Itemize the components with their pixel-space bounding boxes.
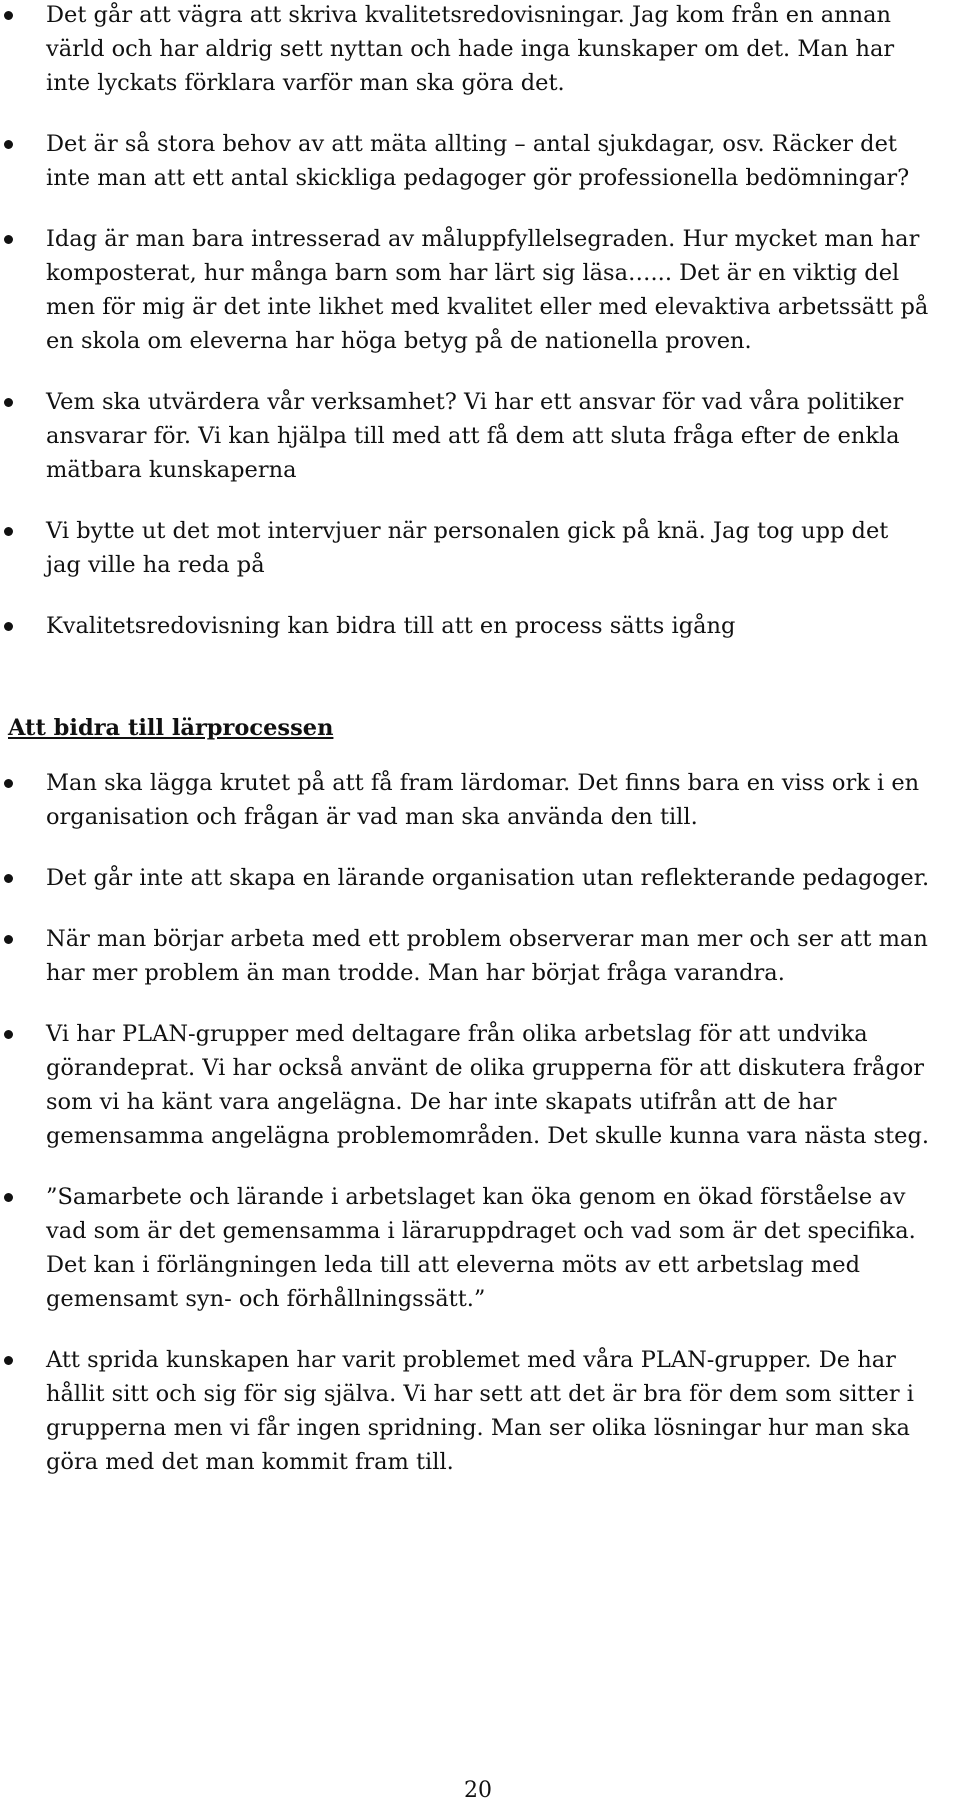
page-number: 20 [464, 1778, 492, 1803]
section-heading: Att bidra till lärprocessen [8, 715, 334, 741]
bullet-list-learning [0, 766, 930, 1506]
list-item: Det går att vägra att skriva kvalitetsredovisningar. Jag kom från en annan värld och har aldrig sett nyttan och hade inga kunskaper om det. Man har inte lyckats förklara varför man ska göra det. [0, 0, 930, 100]
list-item: Vi har PLAN-grupper med deltagare från olika arbetslag för att undvika görandeprat. Vi har också använt de olika grupperna för att diskutera frågor som vi ha känt vara angelägna. De har inte skapats utifrån att de har gemensamma angelägna problemområden. Det skulle kunna vara nästa steg. [0, 1017, 930, 1153]
list-item: Det är så stora behov av att mäta allting – antal sjukdagar, osv. Räcker det inte man att ett antal skickliga pedagoger gör professionella bedömningar? [0, 127, 930, 195]
list-item: När man börjar arbeta med ett problem observerar man mer och ser att man har mer problem än man trodde. Man har börjat fråga varandra. [0, 922, 930, 990]
list-item: Idag är man bara intresserad av måluppfyllelsegraden. Hur mycket man har komposterat, hur många barn som har lärt sig läsa…... Det är en viktig del men för mig är det inte likhet med kvalitet eller med elevaktiva arbetssätt på en skola om eleverna har höga betyg på de nationella proven. [0, 222, 930, 358]
list-item: Att sprida kunskapen har varit problemet med våra PLAN-grupper. De har hållit sitt och sig för sig själva. Vi har sett att det är bra för dem som sitter i grupperna men vi får ingen spridning. Man ser olika lösningar hur man ska göra med det man kommit fram till. [0, 1343, 930, 1479]
list-item: ”Samarbete och lärande i arbetslaget kan öka genom en ökad förståelse av vad som är det gemensamma i läraruppdraget och vad som är det specifika. Det kan i förlängningen leda till att eleverna möts av ett arbetslag med gemensamt syn- och förhållningssätt.” [0, 1180, 930, 1316]
bullet-list-intro [0, 0, 930, 670]
list-item: Kvalitetsredovisning kan bidra till att en process sätts igång [0, 609, 930, 643]
list-item: Vi bytte ut det mot intervjuer när personalen gick på knä. Jag tog upp det jag ville ha reda på [0, 514, 930, 582]
list-item: Det går inte att skapa en lärande organisation utan reflekterande pedagoger. [0, 861, 930, 895]
list-item: Vem ska utvärdera vår verksamhet? Vi har ett ansvar för vad våra politiker ansvarar för. Vi kan hjälpa till med att få dem att sluta fråga efter de enkla mätbara kunskaperna [0, 385, 930, 487]
list-item: Man ska lägga krutet på att få fram lärdomar. Det finns bara en viss ork i en organisation och frågan är vad man ska använda den till. [0, 766, 930, 834]
